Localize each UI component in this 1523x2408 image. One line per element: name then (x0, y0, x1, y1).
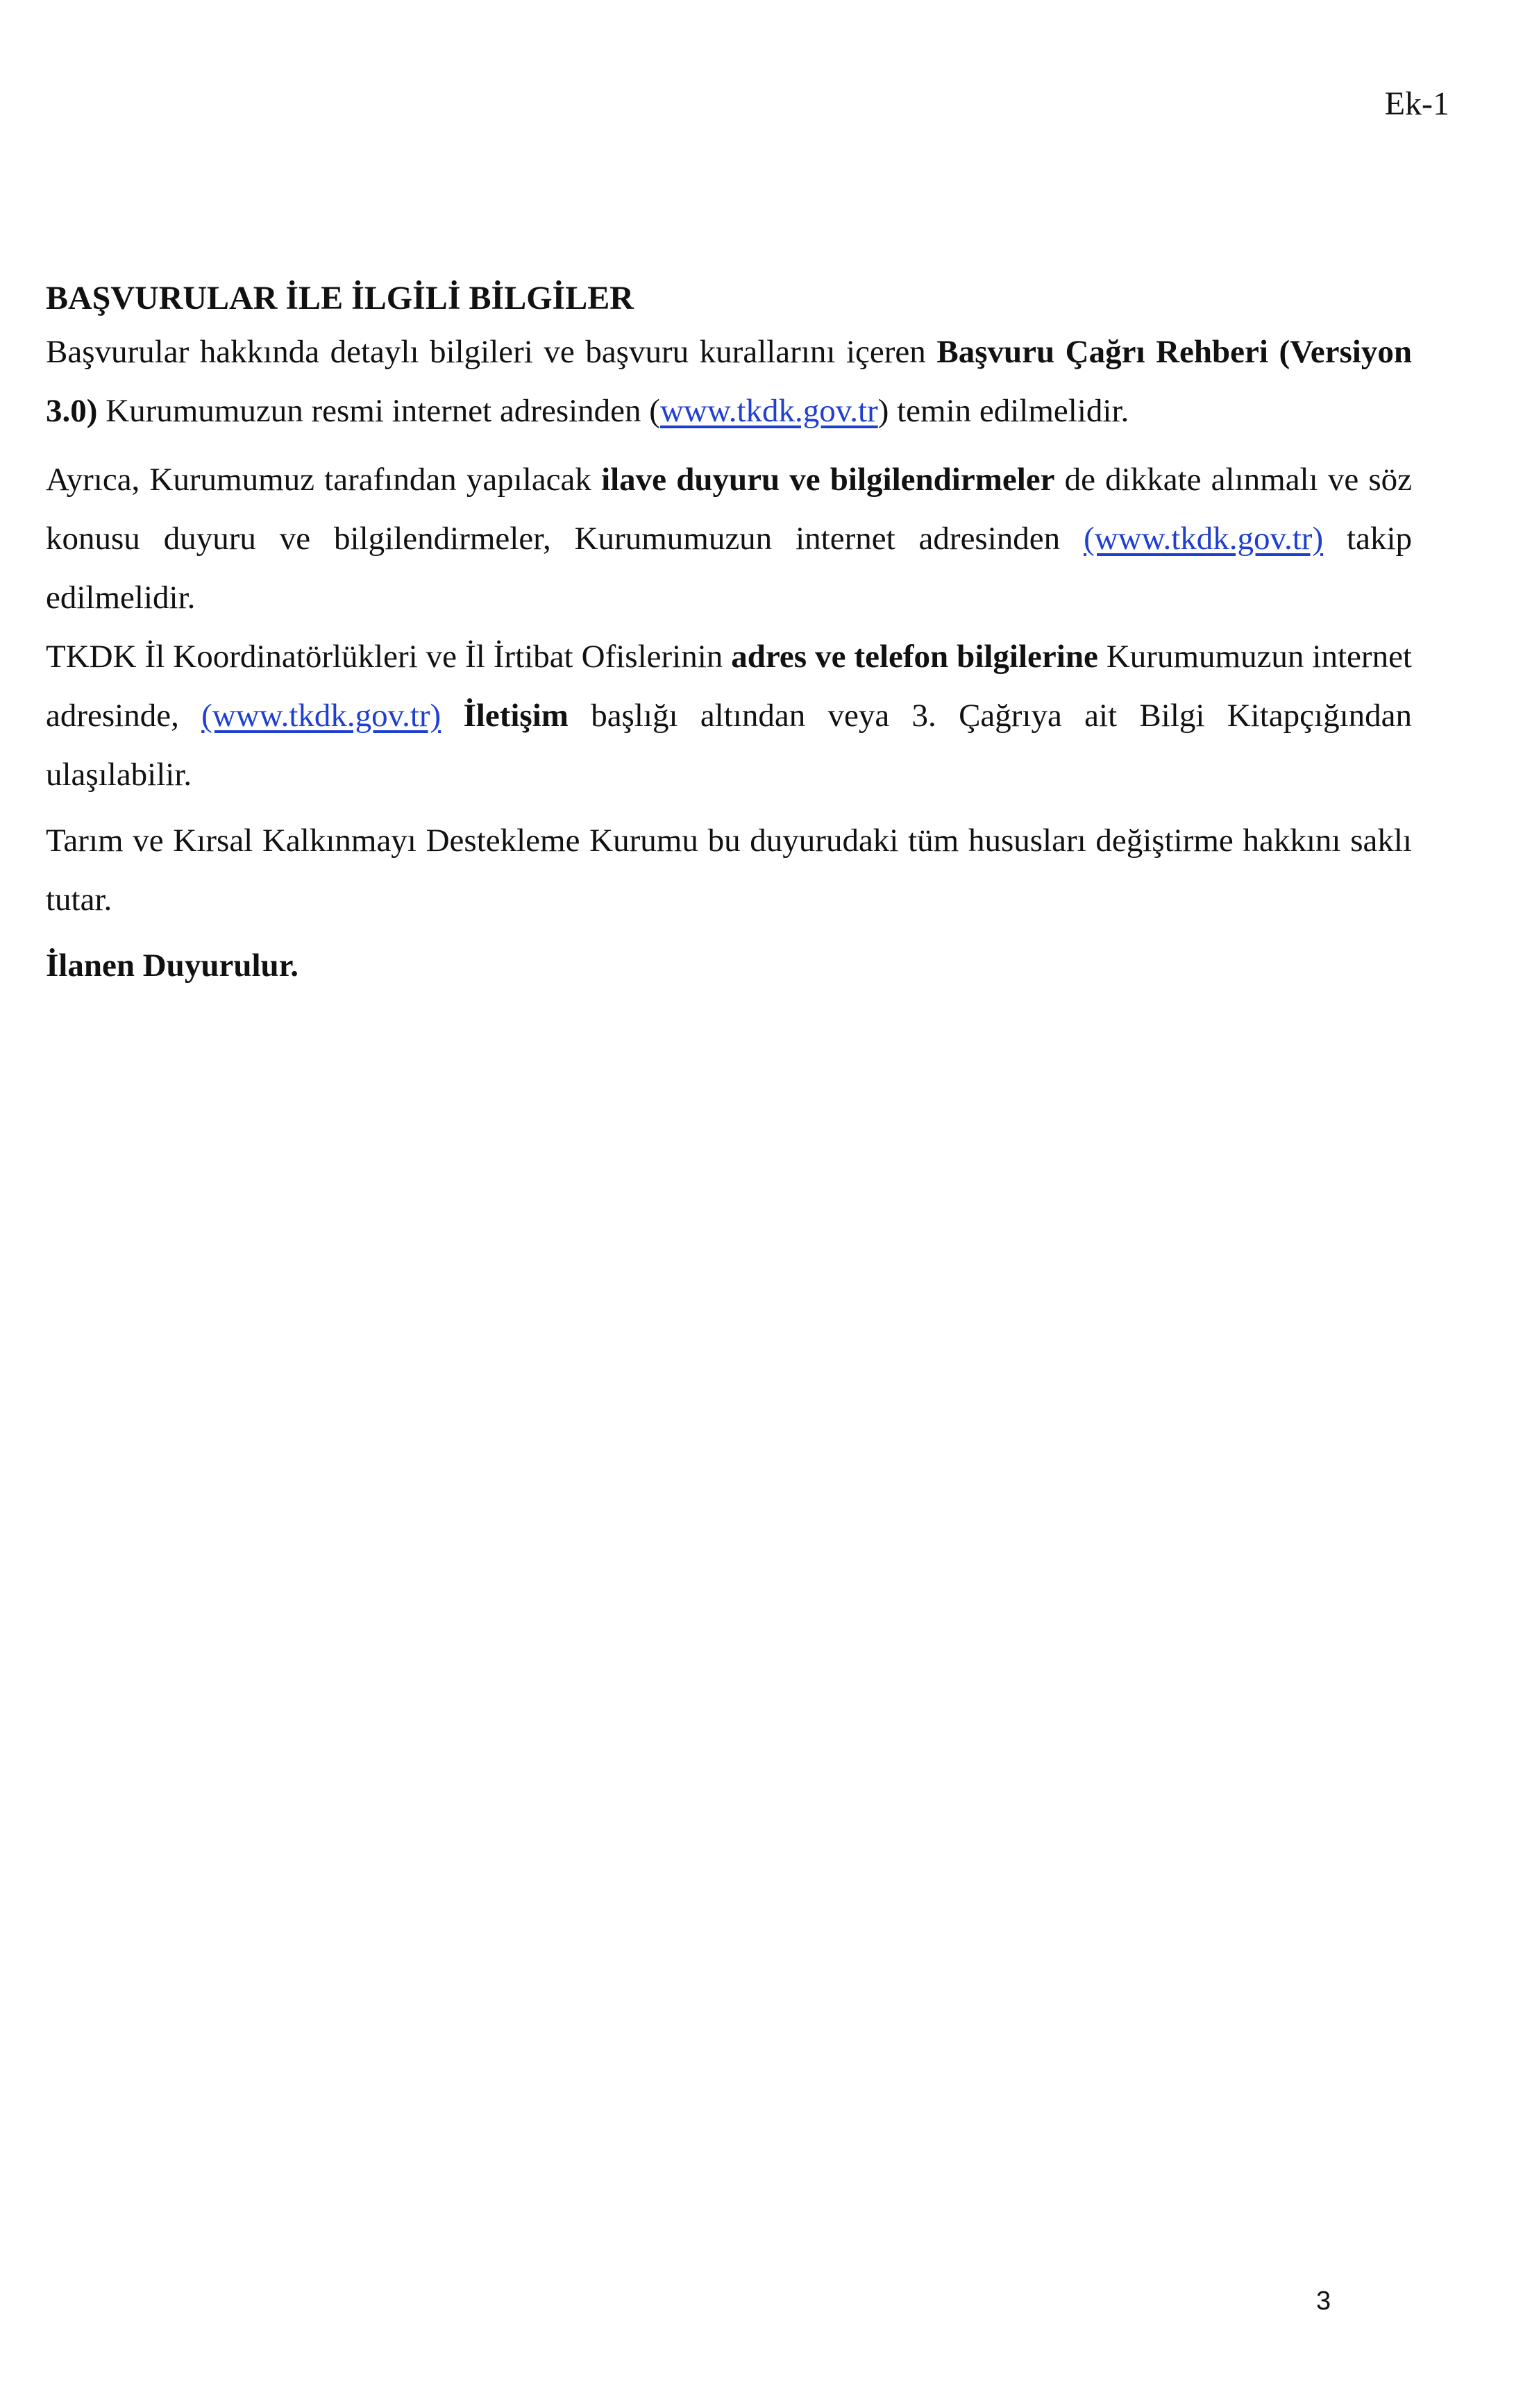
paragraph-rights-reserved: Tarım ve Kırsal Kalkınmayı Destekleme Kurumu bu duyurudaki tüm hususları değiştirme hakkını saklı tutar. (46, 823, 1412, 918)
annex-label: Ek-1 (1384, 85, 1449, 122)
website-link[interactable]: (www.tkdk.gov.tr) (1084, 521, 1324, 557)
paragraph-text: Kurumumuzun internet adresinde, (46, 639, 1412, 734)
paragraph-text: takip edilmelidir. (46, 521, 1412, 616)
page-number: 3 (1316, 2287, 1331, 2316)
paragraph-announcements (46, 451, 1412, 628)
paragraph-text: ) temin edilmelidir. (877, 393, 1129, 429)
document-body (46, 274, 1412, 995)
website-link[interactable]: (www.tkdk.gov.tr) (201, 698, 441, 734)
paragraph-contact-info (46, 628, 1412, 805)
paragraph-text: başlığı altından veya 3. Çağrıya ait Bilgi Kitapçığından ulaşılabilir. (46, 698, 1412, 793)
bold-text-contact: adres ve telefon bilgilerine (731, 639, 1098, 675)
paragraph-text: Başvurular hakkında detaylı bilgileri ve başvuru kurallarını içeren (46, 334, 937, 370)
bold-text-announcements: ilave duyuru ve bilgilendirmeler (601, 462, 1055, 498)
paragraph-application-guide (46, 323, 1412, 441)
bold-text-guide-title: Başvuru Çağrı Rehberi (Versiyon 3.0) (46, 334, 1412, 429)
section-heading: BAŞVURULAR İLE İLGİLİ BİLGİLER (46, 280, 634, 317)
closing-statement: İlanen Duyurulur. (46, 948, 298, 984)
paragraph-text: TKDK İl Koordinatörlükleri ve İl İrtibat Ofislerinin (46, 639, 732, 675)
paragraph-text (441, 698, 463, 734)
paragraph-text: de dikkate alınmalı ve söz konusu duyuru ve bilgilendirmeler, Kurumumuzun internet adresinden (46, 462, 1412, 557)
bold-text-contact-heading: İletişim (463, 698, 569, 734)
paragraph-text: Kurumumuzun resmi internet adresinden ( (97, 393, 660, 429)
website-link[interactable]: www.tkdk.gov.tr (659, 393, 878, 429)
paragraph-text: Ayrıca, Kurumumuz tarafından yapılacak (46, 462, 602, 498)
